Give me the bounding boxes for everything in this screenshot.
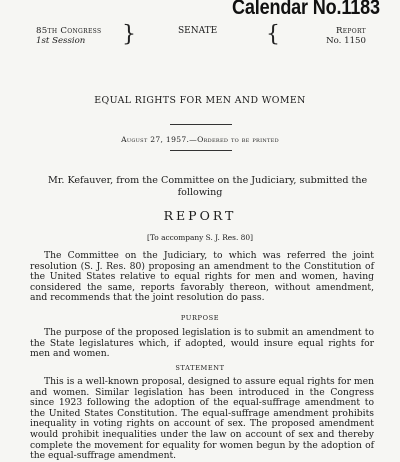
calendar-number: Calendar No.1183 — [232, 0, 380, 19]
date-line: August 27, 1957.—Ordered to be printed — [121, 135, 279, 144]
document-title: EQUAL RIGHTS FOR MEN AND WOMEN — [94, 95, 306, 106]
purpose-text: The purpose of the proposed legislation is to submit an amendment to the State legislatures which, if adopted, would insure equal rights for men and women. — [30, 327, 374, 360]
submitted-following: following — [177, 187, 223, 198]
congress-label: 85th Congress — [36, 26, 102, 36]
right-brace-icon: { — [266, 22, 280, 47]
report-number: No. 1150 — [326, 36, 366, 46]
left-brace-icon: } — [122, 22, 136, 47]
purpose-heading: PURPOSE — [180, 314, 220, 322]
report-heading: REPORT — [163, 208, 237, 223]
purpose-paragraph — [30, 328, 374, 360]
statement-heading: STATEMENT — [175, 364, 225, 372]
intro-paragraph — [30, 251, 374, 304]
divider-rule — [170, 150, 232, 151]
statement-text: This is a well-known proposal, designed to assure equal rights for men and women. Similar legislation has been introduced in the Congress since 1923 following the adoption of the equal-suffrage amendment to the United States Constitution. The equal-suffrage amendment prohibits inequality in voting rights on account of sex. The proposed amendment would prohibit inequalities under the law on account of sex and thereby complete the movement for equality for women begun by the adoption of the equal-suffrage amendment. — [30, 376, 374, 462]
session-label: 1st Session — [36, 36, 86, 46]
divider-rule — [170, 124, 232, 125]
intro-text: The Committee on the Judiciary, to which was referred the joint resolution (S. J. Res. 80) proposing an amendment to the Constitution of the United States relative to equal rights for men and women, having considered the same, reports favorably thereon, without amendment, and recommends that the joint resolution do pass. — [30, 250, 374, 304]
accompany-note: [To accompany S. J. Res. 80] — [147, 233, 253, 242]
report-type-label: Report — [335, 26, 366, 36]
statement-paragraph — [30, 377, 374, 462]
chamber-label: SENATE — [178, 26, 218, 36]
submitted-by-line: Mr. Kefauver, from the Committee on the Judiciary, submitted the — [48, 175, 368, 186]
